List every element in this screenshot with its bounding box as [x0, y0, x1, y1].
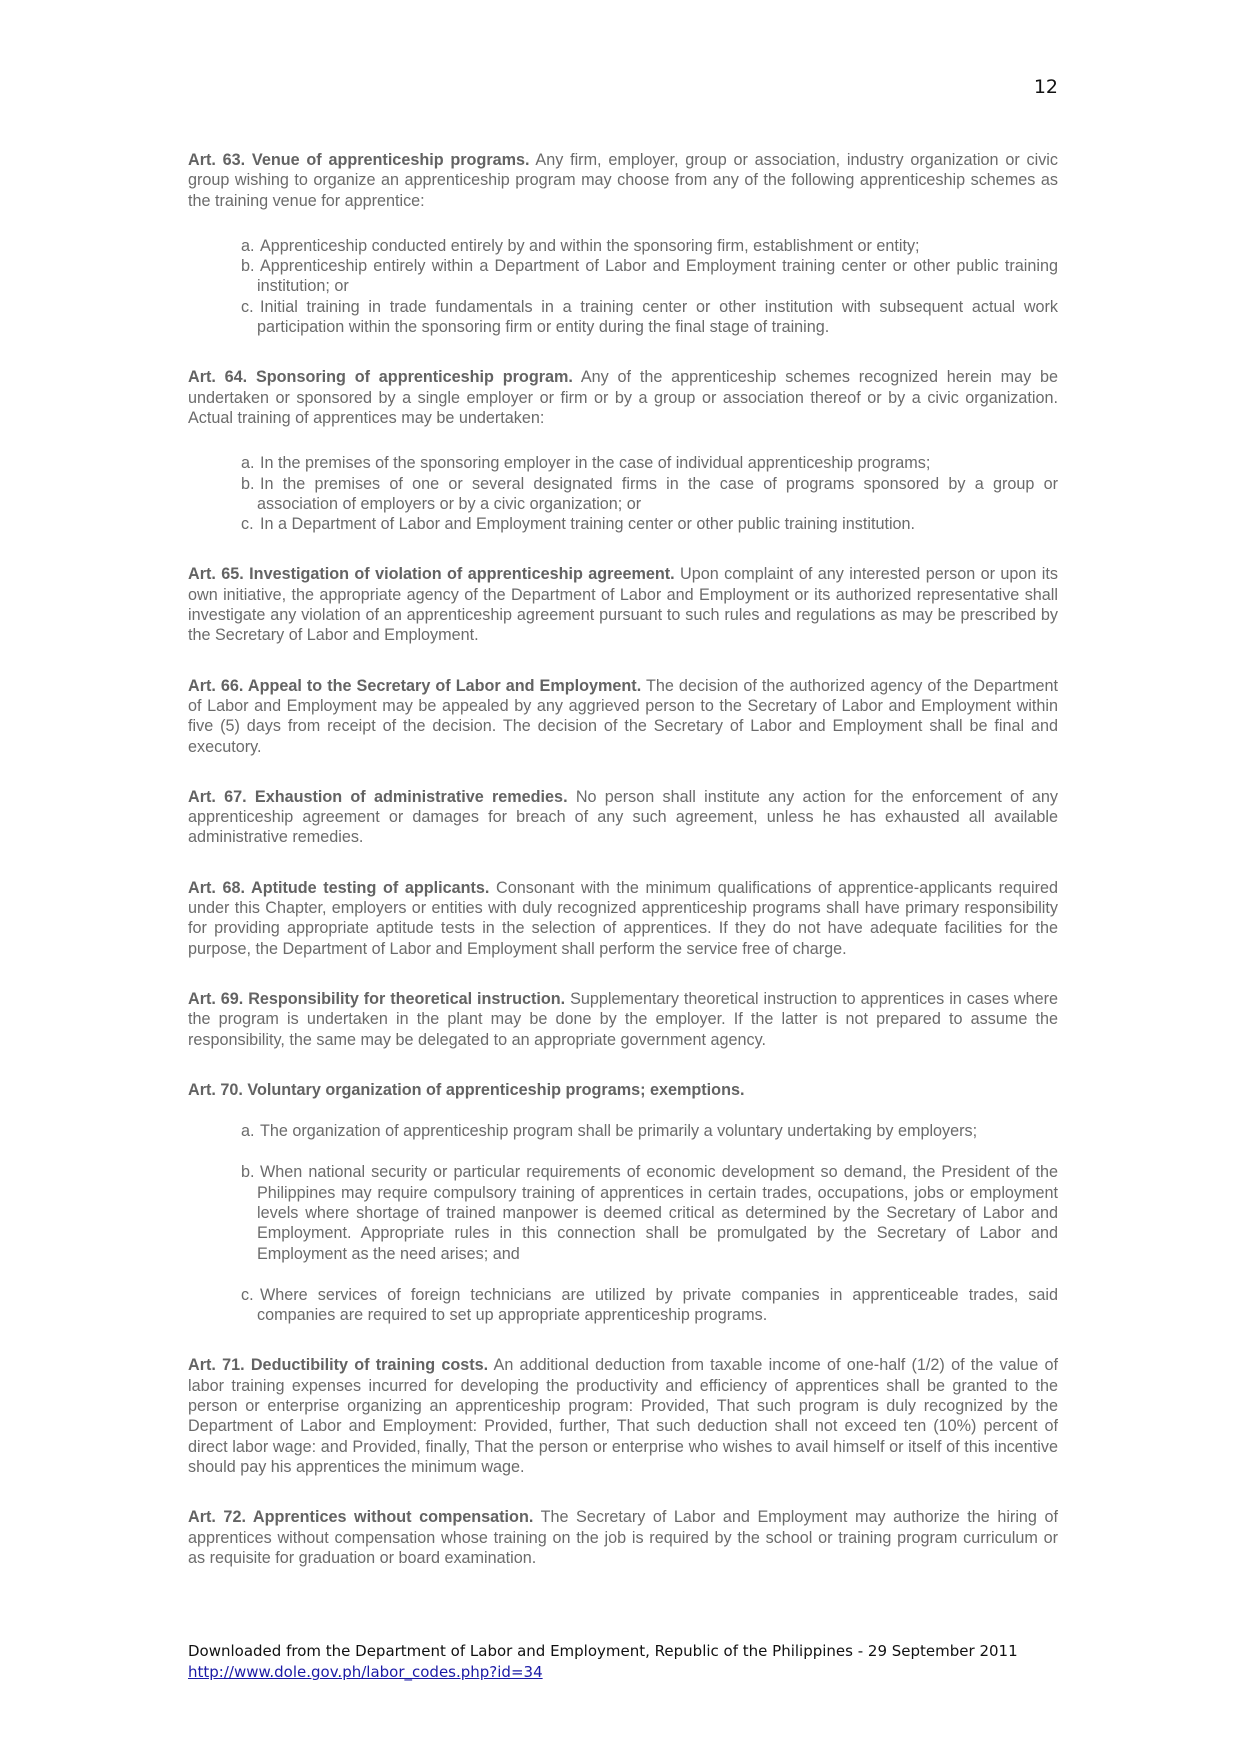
- article-text: Any of the apprenticeship schemes recognized herein may be undertaken or sponsored by a single employer or firm or by a group or association thereof or by a civic organization. Actual training of apprentices may be undertaken:: [188, 368, 1058, 427]
- list-text: In the premises of one or several designated firms in the case of programs sponsored by a group or association of employers or by a civic organization; or: [257, 474, 1058, 513]
- list-item: [241, 514, 1058, 534]
- article-heading: Art. 72. Apprentices without compensation.: [188, 1508, 534, 1527]
- article-text: Any firm, employer, group or association, industry organization or civic group wishing to organize an apprenticeship program may choose from any of the following apprenticeship schemes as the training venue for apprentice:: [188, 151, 1058, 210]
- list-item: [241, 1285, 1058, 1326]
- list-text: Apprenticeship entirely within a Department of Labor and Employment training center or other public training institution; or: [257, 257, 1058, 296]
- list-item: [241, 236, 1058, 256]
- article-paragraph: [188, 150, 1058, 211]
- article-64-list: [188, 453, 1058, 534]
- list-item: [241, 474, 1058, 515]
- page-footer: [188, 1641, 1068, 1683]
- article-heading: Art. 63. Venue of apprenticeship programs.: [188, 151, 530, 169]
- list-letter: b.: [241, 474, 255, 493]
- article-heading: Art. 64. Sponsoring of apprenticeship program.: [188, 368, 573, 387]
- article-heading: Art. 70. Voluntary organization of apprenticeship programs; exemptions.: [188, 1080, 745, 1099]
- list-item: [241, 297, 1058, 338]
- list-text: In a Department of Labor and Employment training center or other public training institution.: [260, 515, 916, 534]
- article-heading: Art. 69. Responsibility for theoretical instruction.: [188, 989, 566, 1008]
- list-item: [241, 453, 1058, 473]
- article-text: No person shall institute any action for the enforcement of any apprenticeship agreement or damages for breach of any such agreement, unless he has exhausted all available administrative remedies.: [188, 787, 1058, 847]
- article-text: An additional deduction from taxable income of one-half (1/2) of the value of labor training expenses incurred for developing the productivity and efficiency of apprentices shall be granted to the person or enterprise organizing an apprenticeship program: Provided, That such program is duly recognized by the Department of Labor and Employment: Provided, further, That such deduction shall not exceed ten (10%) percent of direct labor wage: and Provided, finally, That the person or enterprise who wishes to avail himself or itself of this incentive should pay his apprentices the minimum wage.: [188, 1356, 1058, 1476]
- article-heading: Art. 68. Aptitude testing of applicants.: [188, 878, 490, 897]
- article-text: Consonant with the minimum qualifications of apprentice-applicants required under this Chapter, employers or entities with duly recognized apprenticeship programs shall have primary responsibility for providing appropriate aptitude tests in the selection of apprentices. If they do not have adequate facilities for the purpose, the Department of Labor and Employment shall perform the service free of charge.: [188, 878, 1058, 958]
- article-69: [188, 989, 1058, 1050]
- article-text: The Secretary of Labor and Employment may authorize the hiring of apprentices without compensation whose training on the job is required by the school or training program curriculum or as requisite for graduation or board examination.: [188, 1508, 1058, 1567]
- article-72: [188, 1507, 1058, 1568]
- article-heading: Art. 71. Deductibility of training costs.: [188, 1356, 489, 1375]
- list-text: When national security or particular requirements of economic development so demand, the President of the Philippines may require compulsory training of apprentices in certain trades, occupations, jobs or employment levels where shortage of trained manpower is deemed critical as determined by the Secretary of Labor and Employment. Appropriate rules in this connection shall be promulgated by the Secretary of Labor and Employment as the need arises; and: [257, 1163, 1058, 1263]
- list-letter: b.: [241, 1163, 255, 1182]
- list-letter: a.: [241, 236, 255, 255]
- list-letter: a.: [241, 454, 255, 473]
- article-67: [188, 787, 1058, 848]
- article-71: [188, 1355, 1058, 1477]
- list-item: [241, 1162, 1058, 1263]
- footer-source-text: Downloaded from the Department of Labor and Employment, Republic of the Philippines - 29 September 2011: [188, 1642, 1018, 1660]
- page-number: 12: [1033, 76, 1058, 98]
- article-64: [188, 367, 1058, 428]
- article-63-list: [188, 236, 1058, 337]
- article-paragraph: [188, 1355, 1058, 1477]
- article-70-list: [188, 1121, 1058, 1325]
- article-paragraph: [188, 367, 1058, 428]
- list-letter: b.: [241, 257, 255, 276]
- article-paragraph: [188, 878, 1058, 959]
- list-text: In the premises of the sponsoring employer in the case of individual apprenticeship programs;: [260, 454, 931, 473]
- article-paragraph: [188, 564, 1058, 645]
- article-65: [188, 564, 1058, 645]
- list-text: Apprenticeship conducted entirely by and within the sponsoring firm, establishment or entity;: [260, 236, 920, 255]
- list-letter: a.: [241, 1122, 255, 1141]
- article-text: The decision of the authorized agency of the Department of Labor and Employment may be appealed by any aggrieved person to the Secretary of Labor and Employment within five (5) days from receipt of the decision. The decision of the Secretary of Labor and Employment shall be final and executory.: [188, 676, 1059, 756]
- article-paragraph: [188, 676, 1058, 757]
- article-paragraph: [188, 989, 1058, 1050]
- article-text: Upon complaint of any interested person or upon its own initiative, the appropriate agency of the Department of Labor and Employment or its authorized representative shall investigate any violation of an apprenticeship agreement pursuant to such rules and regulations as may be prescribed by the Secretary of Labor and Employment.: [188, 565, 1058, 645]
- article-70: [188, 1080, 1058, 1100]
- list-text: The organization of apprenticeship program shall be primarily a voluntary undertaking by employers;: [260, 1122, 978, 1141]
- article-66: [188, 676, 1058, 757]
- list-item: [241, 256, 1058, 297]
- article-68: [188, 878, 1058, 959]
- article-heading: Art. 67. Exhaustion of administrative remedies.: [188, 787, 568, 806]
- list-letter: c.: [241, 515, 254, 534]
- article-63: [188, 150, 1058, 211]
- list-letter: c.: [241, 1285, 254, 1304]
- article-paragraph: [188, 1507, 1058, 1568]
- article-paragraph: [188, 1080, 1058, 1100]
- article-text: Supplementary theoretical instruction to apprentices in cases where the program is undertaken in the plant may be done by the employer. If the latter is not prepared to assume the responsibility, the same may be delegated to an appropriate government agency.: [188, 989, 1058, 1049]
- list-letter: c.: [241, 297, 254, 316]
- list-text: Where services of foreign technicians are utilized by private companies in apprenticeable trades, said companies are required to set up appropriate apprenticeship programs.: [257, 1285, 1058, 1325]
- list-item: [241, 1121, 1058, 1141]
- document-body: [188, 150, 1058, 1598]
- article-heading: Art. 65. Investigation of violation of apprenticeship agreement.: [188, 565, 675, 584]
- list-text: Initial training in trade fundamentals in a training center or other institution with subsequent actual work participation within the sponsoring firm or entity during the final stage of training.: [257, 297, 1058, 337]
- footer-source-link[interactable]: http://www.dole.gov.ph/labor_codes.php?id=34: [188, 1663, 543, 1681]
- article-paragraph: [188, 787, 1058, 848]
- article-heading: Art. 66. Appeal to the Secretary of Labor and Employment.: [188, 676, 642, 695]
